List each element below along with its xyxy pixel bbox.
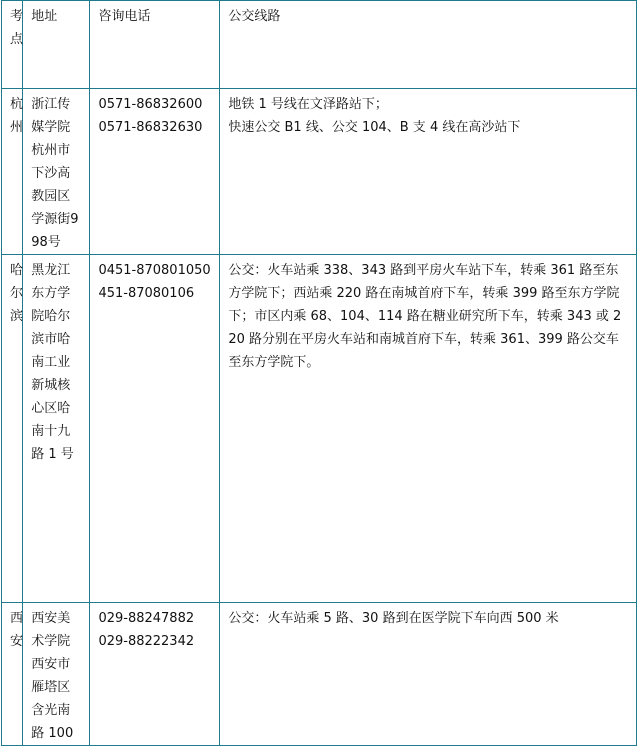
- table-row: [2, 89, 637, 255]
- header-city: 考点: [2, 1, 23, 89]
- phone-number: 0451-87080105: [98, 263, 203, 278]
- cell-address: 西安美术学院西安市雁塔区含光南路 100: [23, 603, 90, 746]
- cell-phone: [90, 255, 220, 603]
- table-row: [2, 255, 637, 603]
- phone-number: 029-88247882: [98, 611, 195, 626]
- phone-number: 0571-86832630: [98, 120, 203, 135]
- phone-number: 0571-86832600: [98, 97, 203, 112]
- cell-city: 哈尔滨: [2, 255, 23, 603]
- route-line: 快速公交 B1 线、公交 104、B 支 4 线在高沙站下: [228, 120, 521, 135]
- exam-site-table: [1, 0, 637, 746]
- cell-city: 西安: [2, 603, 23, 746]
- cell-phone: [90, 603, 220, 746]
- table-row: [2, 603, 637, 746]
- cell-route: 公交：火车站乘 338、343 路到平房火车站下车，转乘 361 路至东方学院下；西站乘 220 路在南城首府下车，转乘 399 路至东方学院下；市区内乘 68、104、114 路在糖业研究所下车，转乘 343 或 220 路分别在平房火车站和南城首府下车，转乘 361、399 路公交车至东方学院下。: [220, 255, 637, 603]
- header-route: 公交线路: [220, 1, 637, 89]
- table-header-row: [2, 1, 637, 89]
- header-phone: 咨询电话: [90, 1, 220, 89]
- route-line: 地铁 1 号线在文泽路站下；: [228, 97, 388, 112]
- cell-route: 公交：火车站乘 5 路、30 路到在医学院下车向西 500 米: [220, 603, 637, 746]
- cell-city: 杭州: [2, 89, 23, 255]
- cell-address: 浙江传媒学院杭州市下沙高教园区学源街998号: [23, 89, 90, 255]
- phone-number: 029-88222342: [98, 634, 195, 649]
- cell-address: 黑龙江东方学院哈尔滨市哈南工业新城核心区哈南十九路 1 号: [23, 255, 90, 603]
- header-address: 地址: [23, 1, 90, 89]
- cell-phone: [90, 89, 220, 255]
- phone-number: 0451-87080106: [98, 263, 211, 301]
- cell-route: [220, 89, 637, 255]
